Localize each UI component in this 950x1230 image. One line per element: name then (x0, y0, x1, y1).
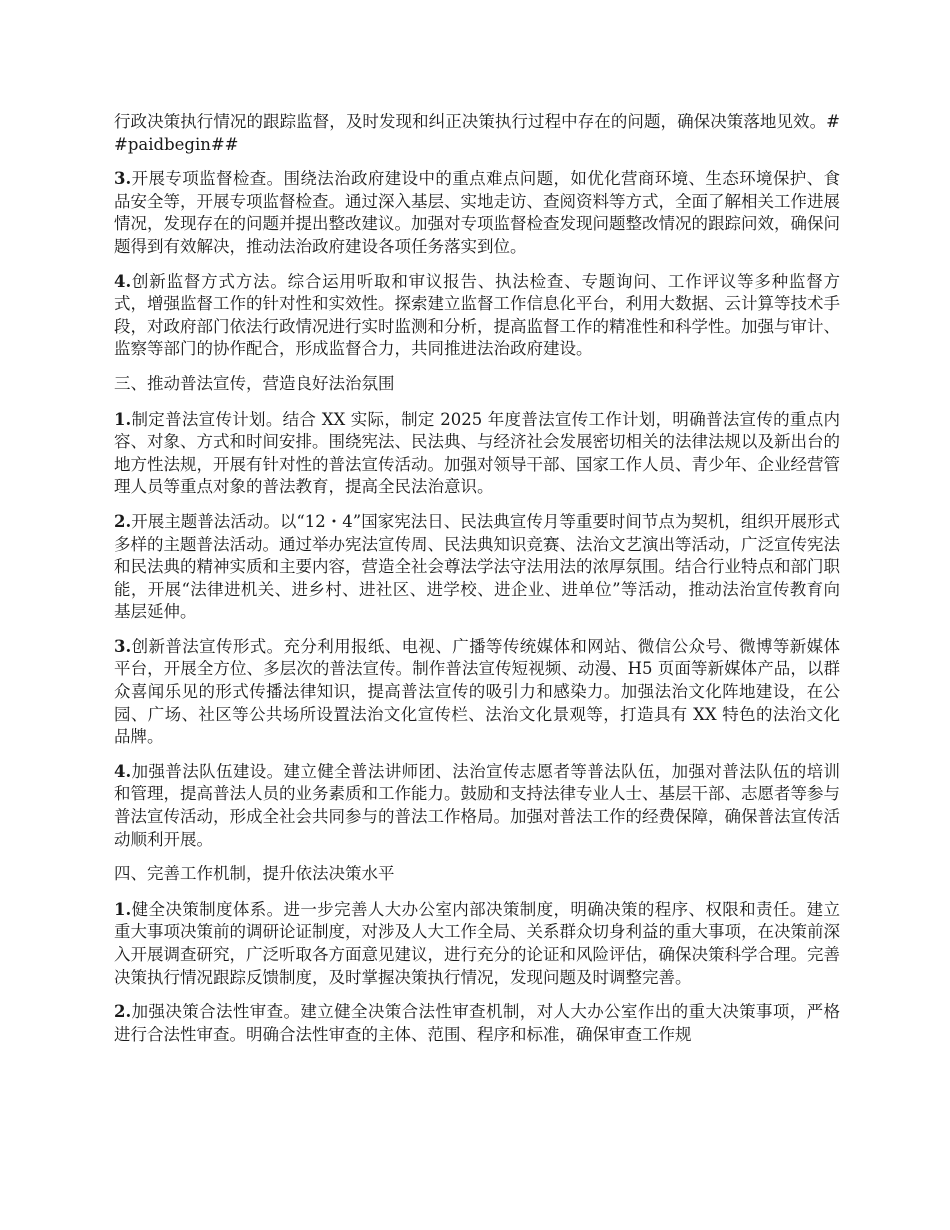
paragraph-item (114, 511, 840, 624)
paragraph-item (114, 1001, 840, 1046)
section-heading (114, 373, 840, 396)
heading-text: 三、推动普法宣传，营造良好法治氛围 (114, 373, 395, 393)
item-number: 2. (114, 1002, 132, 1022)
paragraph-text: 加强普法队伍建设。建立健全普法讲师团、法治宣传志愿者等普法队伍，加强对普法队伍的培训和管理，提高普法人员的业务素质和工作能力。鼓励和支持法律专业人士、基层干部、志愿者等参与普法宣传活动，形成全社会共同参与的普法工作格局。加强对普法工作的经费保障，确保普法宣传活动顺利开展。 (114, 761, 840, 849)
paragraph-item (114, 761, 840, 851)
paragraph-item (114, 168, 840, 258)
paragraph-continuation (114, 111, 840, 156)
paragraph-text: 制定普法宣传计划。结合 XX 实际，制定 2025 年度普法宣传工作计划，明确普法宣传的重点内容、对象、方式和时间安排。围绕宪法、民法典、与经济社会发展密切相关的法律法规以及新出台的地方性法规，开展有针对性的普法宣传活动。加强对领导干部、国家工作人员、青少年、企业经营管理人员等重点对象的普法教育，提高全民法治意识。 (114, 409, 840, 497)
paragraph-text: 加强决策合法性审查。建立健全决策合法性审查机制，对人大办公室作出的重大决策事项，严格进行合法性审查。明确合法性审查的主体、范围、程序和标准，确保审查工作规 (114, 1002, 840, 1044)
item-number: 4. (114, 761, 132, 781)
paragraph-text: 开展专项监督检查。围绕法治政府建设中的重点难点问题，如优化营商环境、生态环境保护、食品安全等，开展专项监督检查。通过深入基层、实地走访、查阅资料等方式，全面了解相关工作进展情况，发现存在的问题并提出整改建议。加强对专项监督检查发现问题整改情况的跟踪问效，确保问题得到有效解决，推动法治政府建设各项任务落实到位。 (114, 169, 840, 256)
paragraph-text: 健全决策制度体系。进一步完善人大办公室内部决策制度，明确决策的程序、权限和责任。建立重大事项决策前的调研论证制度，对涉及人大工作全局、关系群众切身利益的重大事项，在决策前深入开展调查研究，广泛听取各方面意见建议，进行充分的论证和风险评估，确保决策科学合理。完善决策执行情况跟踪反馈制度，及时掌握决策执行情况，发现问题及时调整完善。 (114, 899, 840, 987)
paragraph-item (114, 899, 840, 989)
paragraph-text: 行政决策执行情况的跟踪监督，及时发现和纠正决策执行过程中存在的问题，确保决策落地见效。##paidbegin## (114, 112, 840, 154)
item-number: 1. (114, 899, 132, 919)
item-number: 4. (114, 271, 132, 291)
item-number: 1. (114, 409, 132, 429)
paragraph-item (114, 409, 840, 499)
paragraph-text: 开展主题普法活动。以“12・4”国家宪法日、民法典宣传月等重要时间节点为契机，组织开展形式多样的主题普法活动。通过举办宪法宣传周、民法典知识竞赛、法治文艺演出等活动，广泛宣传宪法和民法典的精神实质和主要内容，营造全社会尊法学法守法用法的浓厚氛围。结合行业特点和部门职能，开展“法律进机关、进乡村、进社区、进学校、进企业、进单位”等活动，推动法治宣传教育向基层延伸。 (114, 511, 840, 622)
item-number: 3. (114, 169, 132, 189)
paragraph-item (114, 636, 840, 749)
paragraph-text: 创新监督方式方法。综合运用听取和审议报告、执法检查、专题询问、工作评议等多种监督方式，增强监督工作的针对性和实效性。探索建立监督工作信息化平台，利用大数据、云计算等技术手段，对政府部门依法行政情况进行实时监测和分析，提高监督工作的精准性和科学性。加强与审计、监察等部门的协作配合，形成监督合力，共同推进法治政府建设。 (114, 271, 840, 359)
heading-text: 四、完善工作机制，提升依法决策水平 (114, 864, 395, 884)
paragraph-text: 创新普法宣传形式。充分利用报纸、电视、广播等传统媒体和网站、微信公众号、微博等新媒体平台，开展全方位、多层次的普法宣传。制作普法宣传短视频、动漫、H5 页面等新媒体产品，以群众喜闻乐见的形式传播法律知识，提高普法宣传的吸引力和感染力。加强法治文化阵地建设，在公园、广场、社区等公共场所设置法治文化宣传栏、法治文化景观等，打造具有 XX 特色的法治文化品牌。 (114, 636, 840, 747)
item-number: 3. (114, 636, 132, 656)
section-heading (114, 863, 840, 886)
paragraph-item (114, 271, 840, 361)
item-number: 2. (114, 511, 132, 531)
